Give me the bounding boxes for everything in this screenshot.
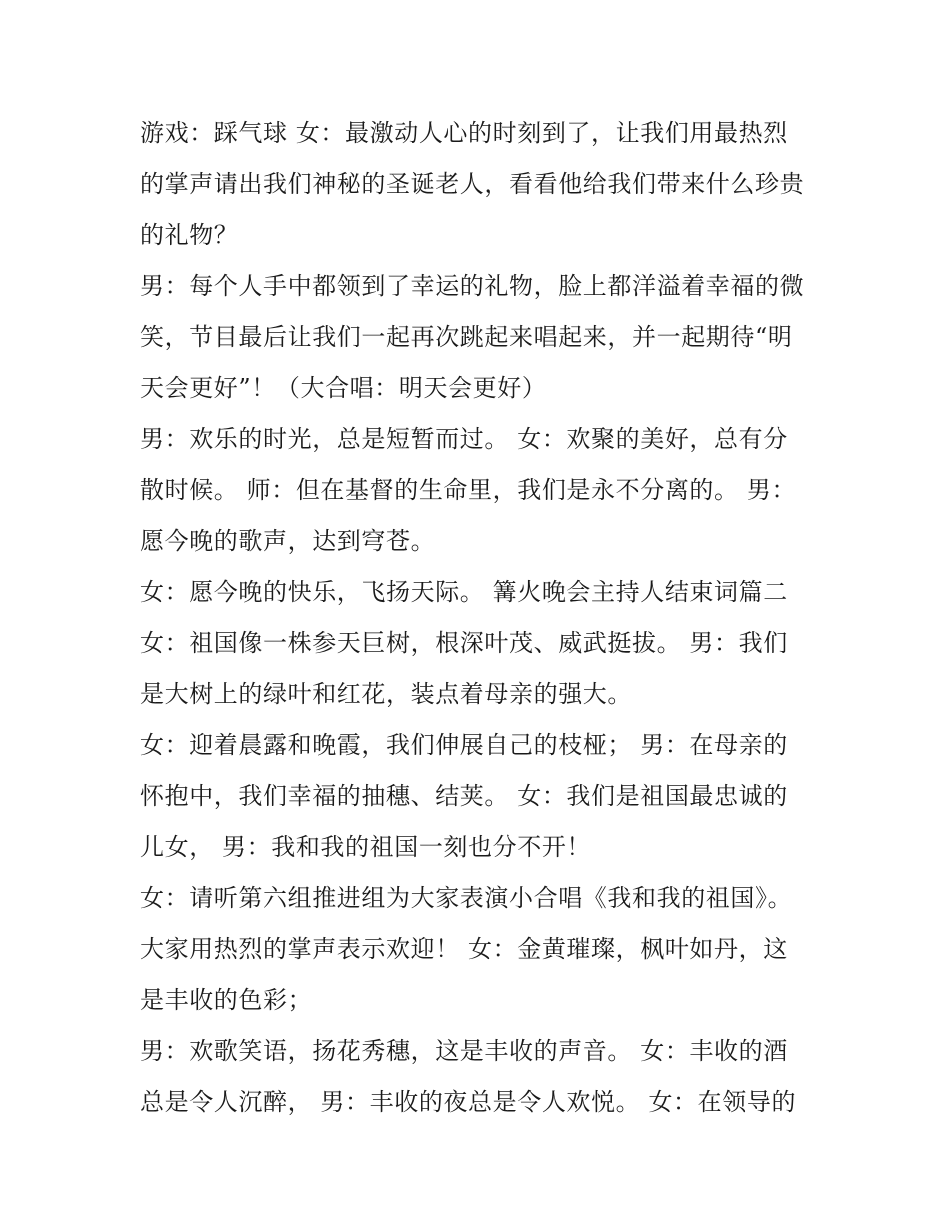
text-line: 的礼物？ xyxy=(140,221,239,249)
text-line: 女：祖国像一株参天巨树，根深叶茂、威武挺拔。 男：我们 xyxy=(140,629,788,657)
text-line: 女：请听第六组推进组为大家表演小合唱《我和我的祖国》。 xyxy=(140,884,793,912)
text-line: 女：迎着晨露和晚霞，我们伸展自己的枝桠； 男：在母亲的 xyxy=(140,731,788,759)
text-line: 男：欢歌笑语，扬花秀穗，这是丰收的声音。 女：丰收的酒 xyxy=(140,1037,788,1065)
text-line: 愿今晚的歌声，达到穹苍。 xyxy=(140,527,436,555)
text-line: 总是令人沉醉， 男：丰收的夜总是令人欢悦。 女：在领导的 xyxy=(140,1088,797,1116)
text-line: 大家用热烈的掌声表示欢迎！ 女：金黄璀璨，枫叶如丹，这 xyxy=(140,935,788,963)
text-line: 儿女， 男：我和我的祖国一刻也分不开！ xyxy=(140,833,592,861)
document-body xyxy=(140,108,820,1128)
text-line: 是大树上的绿叶和红花，装点着母亲的强大。 xyxy=(140,680,632,708)
text-line: 是丰收的色彩； xyxy=(140,986,313,1014)
text-line: 怀抱中，我们幸福的抽穗、结荚。 女：我们是祖国最忠诚的 xyxy=(140,782,788,810)
text-line: 笑，节目最后让我们一起再次跳起来唱起来，并一起期待“明 xyxy=(140,323,793,351)
text-line: 女：愿今晚的快乐，飞扬天际。 篝火晚会主持人结束词篇二 xyxy=(140,578,788,606)
text-line: 散时候。 师：但在基督的生命里，我们是永不分离的。 男： xyxy=(140,476,797,504)
text-line: 游戏：踩气球 女：最激动人心的时刻到了，让我们用最热烈 xyxy=(140,119,788,147)
text-line: 男：欢乐的时光，总是短暂而过。 女：欢聚的美好，总有分 xyxy=(140,425,788,453)
text-line: 天会更好”！（大合唱：明天会更好） xyxy=(140,374,547,402)
text-line: 的掌声请出我们神秘的圣诞老人，看看他给我们带来什么珍贵 xyxy=(140,170,805,198)
text-line: 男：每个人手中都领到了幸运的礼物，脸上都洋溢着幸福的微 xyxy=(140,272,805,300)
